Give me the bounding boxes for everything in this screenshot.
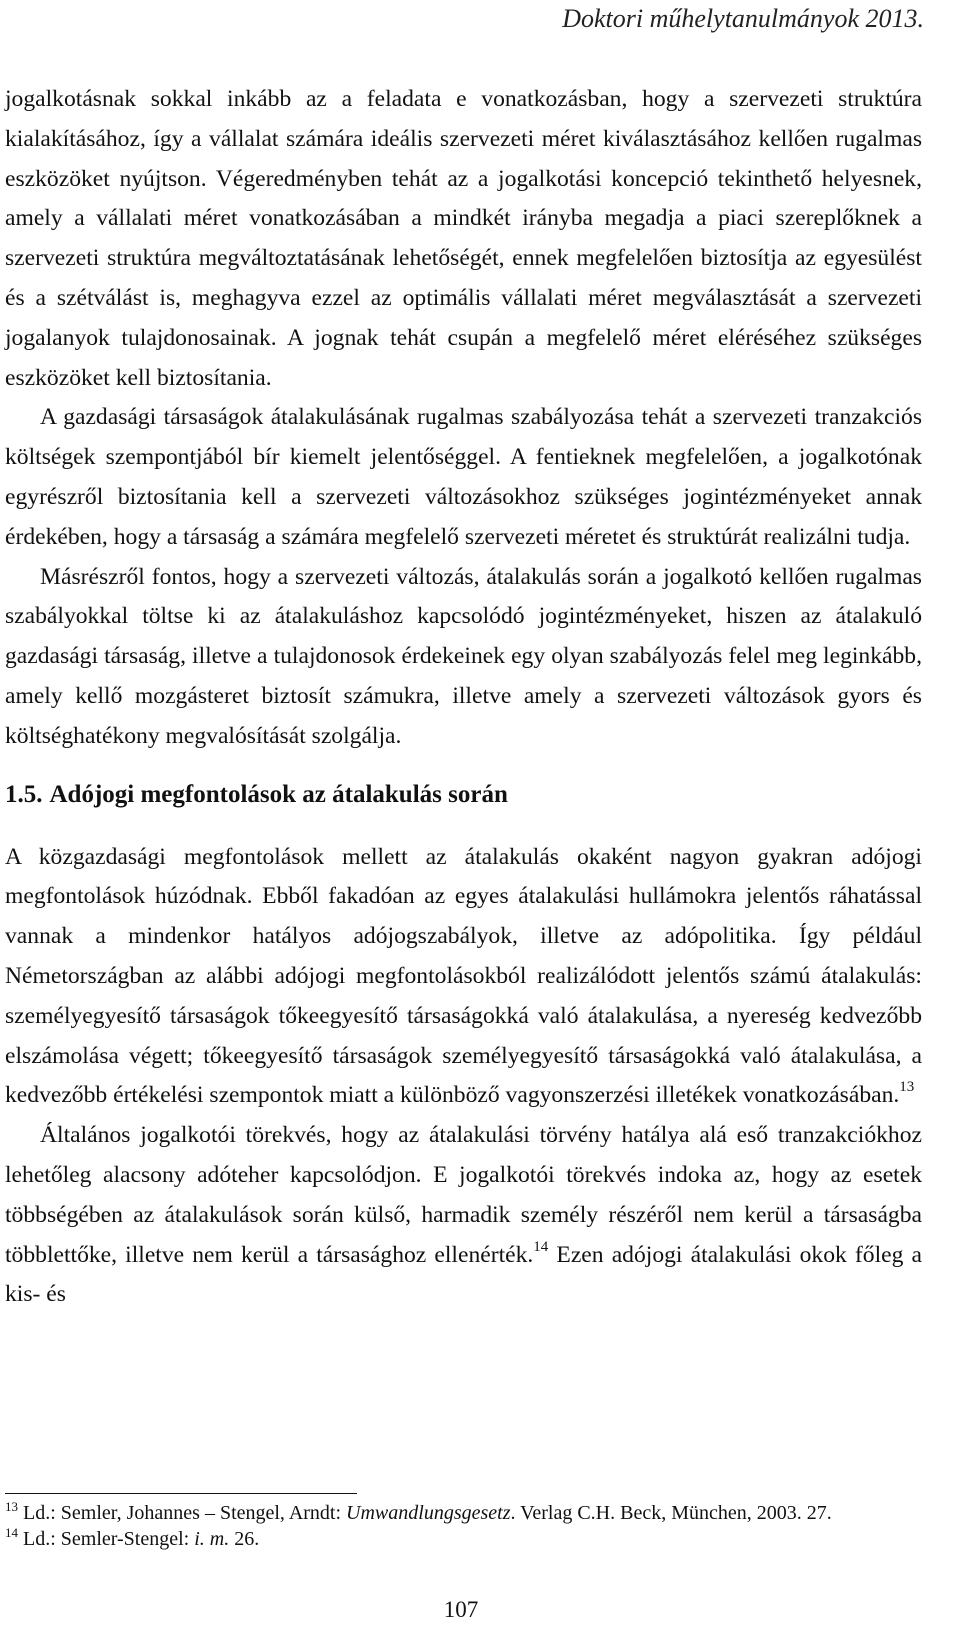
footnote-text-after: 26.: [229, 1528, 260, 1550]
paragraph: jogalkotásnak sokkal inkább az a feladata e vonatkozásban, hogy a szervezeti struktúra kialakításához, így a vállalat számára ideális szervezeti méret kiválasztásához kellően rugalmas eszközöket nyújtson. Végeredményben tehát az a jogalkotási koncepció tekinthető helyesnek, amely a vállalati méret vonatkozásában a mindkét irányba megadja a piaci szereplőknek a szervezeti struktúra megváltoztatásának lehetőségét, ennek megfelelően biztosítja az egyesülést és a szétválást is, meghagyva ezzel az optimális vállalati méret megválasztását a szervezeti jogalanyok tulajdonosainak. A jognak tehát csupán a megfelelő méret eléréséhez szükséges eszközöket kell biztosítania.: [5, 86, 922, 391]
paragraph: Másrészről fontos, hogy a szervezeti változás, átalakulás során a jogalkotó kellően rugalmas szabályokkal töltse ki az átalakuláshoz kapcsolódó jogintézményeket, hiszen az átalakuló gazdasági társaság, illetve a tulajdonosok érdekeinek egy olyan szabályozás felel meg leginkább, amely kellő mozgásteret biztosít számukra, illetve amely a szervezeti változások gyors és költséghatékony megvalósítását szolgálja.: [5, 563, 922, 749]
main-text: [5, 80, 922, 1315]
footnote: [5, 1526, 922, 1552]
section-heading: [5, 775, 922, 815]
paragraph: [5, 1116, 922, 1315]
footnote-text: Ld.: Semler, Johannes – Stengel, Arndt:: [18, 1502, 347, 1524]
section-number: 1.5.: [5, 780, 43, 808]
paragraph-text: A közgazdasági megfontolások mellett az átalakulás okaként nagyon gyakran adójogi megfontolások húzódnak. Ebből fakadóan az egyes átalakulási hullámokra jelentős ráhatással vannak a mindenkor hatályos adójogszabályok, illetve az adópolitika. Így például Németországban az alábbi adójogi megfontolásokból realizálódott jelentős számú átalakulás: személyegyesítő társaságok tőkeegyesítő társaságokká való átalakulása, a nyereség kedvezőbb elszámolása végett; tőkeegyesítő társaságok személyegyesítő társaságokká való átalakulása, a kedvezőbb értékelési szempontok miatt a különböző vagyonszerzési illetékek vonatkozásában.: [5, 843, 922, 1109]
footnote-reference[interactable]: 13: [899, 1079, 915, 1096]
paragraph: [5, 838, 922, 1117]
footnote-separator: [5, 1493, 357, 1494]
section-title: Adójogi megfontolások az átalakulás során: [49, 780, 508, 808]
paragraph: A gazdasági társaságok átalakulásának rugalmas szabályozása tehát a szervezeti tranzakciós költségek szempontjából bír kiemelt jelentőséggel. A fentieknek megfelelően, a jogalkotónak egyrészről biztosítania kell a szervezeti változásokhoz szükséges jogintézményeket annak érdekében, hogy a társaság a számára megfelelő szervezeti méretet és struktúrát realizálni tudja.: [5, 404, 922, 550]
footnote-text-after: . Verlag C.H. Beck, München, 2003. 27.: [510, 1502, 832, 1524]
paragraph-text-after: Ezen adójogi átalakulási okok főleg a kis- és: [5, 1241, 922, 1308]
footnote-text: Ld.: Semler-Stengel:: [18, 1528, 195, 1550]
footnote: [5, 1500, 922, 1526]
footnote-number: 14: [5, 1525, 18, 1540]
footnotes: [5, 1500, 922, 1552]
footnote-title: i. m.: [194, 1528, 230, 1550]
page-number: 107: [443, 1597, 479, 1622]
footnote-number: 13: [5, 1499, 18, 1514]
paragraph-text: Általános jogalkotói törekvés, hogy az átalakulási törvény hatálya alá eső tranzakciókhoz lehetőleg alacsony adóteher kapcsolódjon. E jogalkotói törekvés indoka az, hogy az esetek többségében az átalakulások során külső, harmadik személy részéről nem kerül a társaságba többlettőke, illetve nem kerül a társasághoz ellenérték.: [5, 1122, 922, 1268]
footnote-reference[interactable]: 14: [533, 1238, 549, 1255]
running-head: Doktori műhelytanulmányok 2013.: [562, 4, 924, 33]
footnote-title: Umwandlungsgesetz: [346, 1502, 511, 1524]
